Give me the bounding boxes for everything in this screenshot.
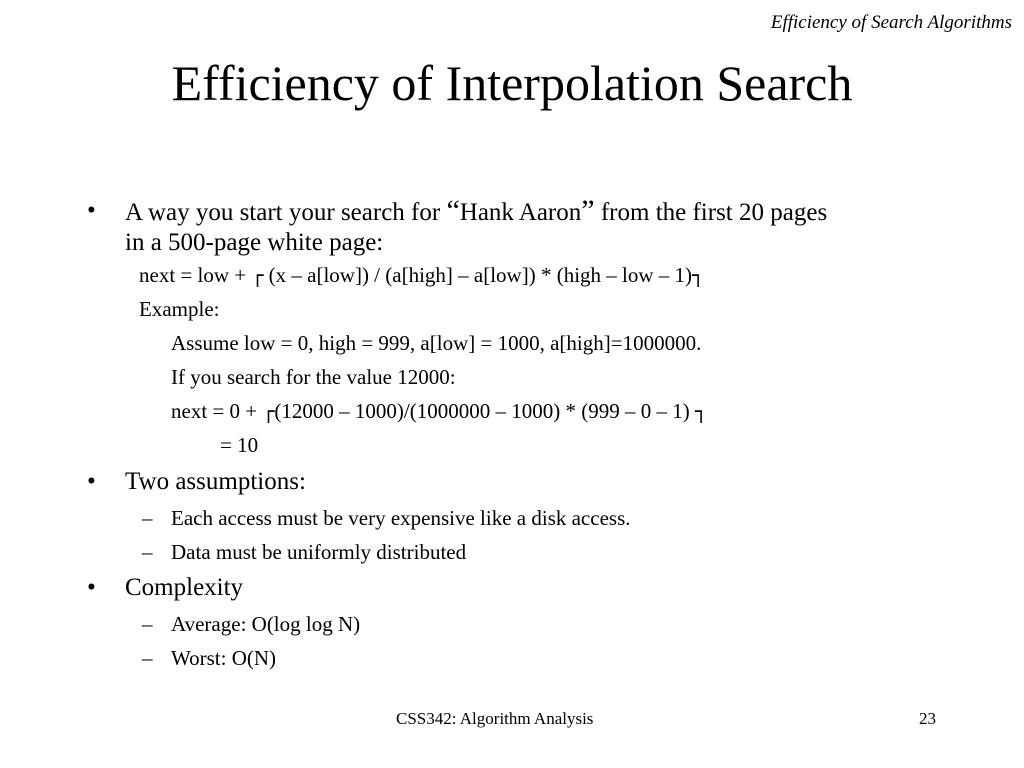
bullet-search-example [87, 194, 1024, 258]
example-calculation [171, 394, 1024, 428]
dash-marker: – [142, 612, 153, 636]
floor-open-symbol: ┌ [251, 263, 264, 287]
formula-body: (x – a[low]) / (a[high] – a[low]) * (high – low – 1) [263, 263, 693, 287]
bullet-marker: • [87, 574, 96, 601]
quoted-name: Hank Aaron [459, 199, 582, 226]
dash-marker: – [142, 506, 153, 530]
footer-course-name: CSS342: Algorithm Analysis [396, 709, 594, 728]
sub-item [142, 607, 1024, 641]
slide-body [0, 196, 1024, 675]
floor-close-symbol: ┐ [692, 263, 705, 287]
bullet-two-assumptions [87, 467, 1024, 497]
sub-item-text: Each access must be very expensive like a disk access. [171, 506, 631, 530]
example-assumption: Assume low = 0, high = 999, a[low] = 1000, a[high]=1000000. [171, 331, 702, 355]
open-quote: “ [446, 194, 460, 227]
dash-marker: – [142, 540, 153, 564]
bullet-complexity [87, 573, 1024, 603]
page-number: 23 [919, 709, 936, 728]
example-search-value: If you search for the value 12000: [171, 365, 456, 389]
sub-item-text: Data must be uniformly distributed [171, 540, 467, 564]
example-label: Example: [139, 297, 220, 321]
dash-marker: – [142, 646, 153, 670]
header-tag: Efficiency of Search Algorithms [770, 12, 1012, 33]
formula-line [139, 258, 1024, 292]
slide-title: Efficiency of Interpolation Search [171, 55, 853, 111]
sub-item [142, 535, 1024, 569]
sub-item-text: Average: O(log log N) [171, 612, 361, 636]
sub-item [142, 641, 1024, 675]
bullet-marker: • [87, 197, 96, 224]
sub-item-text: Worst: O(N) [171, 646, 277, 670]
close-quote: ” [581, 194, 595, 227]
bullet-line-1 [125, 196, 1024, 228]
bullet-text: Two assumptions: [125, 468, 306, 495]
example-result: = 10 [220, 433, 259, 457]
floor-open-symbol: ┌ [262, 399, 275, 423]
calc-prefix: next = 0 + [171, 399, 263, 423]
bullet-text-a: A way you start your search for [125, 199, 447, 226]
calc-body: (12000 – 1000)/(1000000 – 1000) * (999 – 0 – 1) [274, 399, 695, 423]
bullet-text-b: from the first 20 pages [594, 199, 828, 226]
bullet-line-2: in a 500-page white page: [125, 229, 384, 256]
bullet-marker: • [87, 468, 96, 495]
sub-item [142, 501, 1024, 535]
bullet-text: Complexity [125, 574, 244, 601]
floor-close-symbol: ┐ [694, 399, 707, 423]
formula-prefix: next = low + [139, 263, 252, 287]
